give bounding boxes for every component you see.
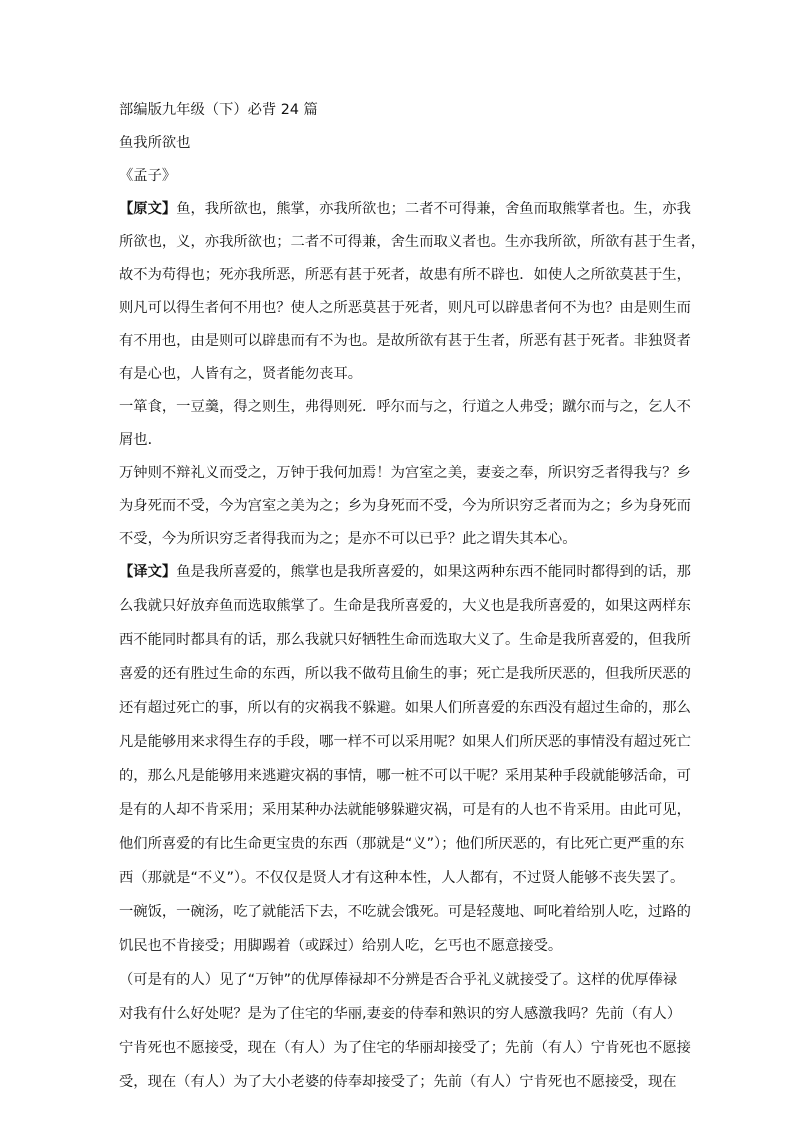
- translation-line: 一碗饭，一碗汤，吃了就能活下去，不吃就会饿死。可是轻蔑地、呵叱着给别人吃，过路的: [119, 904, 691, 920]
- original-line: 为身死而不受，今为宫室之美为之；乡为身死而不受，今为所识穷乏者而为之；乡为身死而: [119, 498, 691, 514]
- original-label: 【原文】: [119, 201, 177, 217]
- translation-line: 他们所喜爱的有比生命更宝贵的东西（那就是“义”）；他们所厌恶的，有比死亡更严重的东: [119, 836, 685, 852]
- translation-line: 对我有什么好处呢？是为了住宅的华丽,妻妾的侍奉和熟识的穷人感激我吗？先前（有人）: [119, 1006, 682, 1022]
- translation-line: 凡是能够用来求得生存的手段，哪一样不可以采用呢？如果人们所厌恶的事情没有超过死亡: [119, 734, 691, 750]
- original-paragraph-1: [119, 199, 706, 384]
- original-line: 【原文】鱼，我所欲也，熊掌，亦我所欲也；二者不可得兼，舍鱼而取熊掌者也。生，亦我: [119, 201, 691, 217]
- original-line: 屑也．: [119, 432, 162, 448]
- original-line: 有不用也，由是则可以辟患而有不为也。是故所欲有甚于生者，所恶有甚于死者。非独贤者: [119, 333, 691, 349]
- translation-line: 的，那么凡是能够用来逃避灾祸的事情，哪一桩不可以干呢？采用某种手段就能够活命，可: [119, 768, 691, 784]
- translation-line: 么我就只好放弃鱼而选取熊掌了。生命是我所喜爱的，大义也是我所喜爱的，如果这两样东: [119, 598, 691, 614]
- translation-line: 饥民也不肯接受；用脚踢着（或踩过）给别人吃，乞丐也不愿意接受。: [119, 938, 563, 954]
- translation-paragraph: [119, 562, 691, 1092]
- translation-line: 西（那就是“不义”）。不仅仅是贤人才有这种本性，人人都有，不过贤人能够不丧失罢了。: [119, 870, 685, 886]
- translation-line: 还有超过死亡的事，所以有的灾祸我不躲避。如果人们所喜爱的东西没有超过生命的，那么: [119, 700, 691, 716]
- original-paragraph-3: [119, 463, 691, 549]
- translation-line: （可是有的人）见了“万钟”的优厚俸禄却不分辨是否合乎礼义就接受了。这样的优厚俸禄: [119, 972, 678, 988]
- translation-line: 是有的人却不肯采用；采用某种办法就能够躲避灾祸，可是有的人也不肯采用。由此可见，: [119, 802, 691, 818]
- translation-line: 西不能同时都具有的话，那么我就只好牺牲生命而选取大义了。生命是我所喜爱的，但我所: [119, 632, 691, 648]
- original-line: 不受，今为所识穷乏者得我而为之；是亦不可以已乎？此之谓失其本心。: [119, 531, 577, 547]
- author: 《孟子》: [119, 168, 177, 184]
- translation-line: 【译文】鱼是我所喜爱的，熊掌也是我所喜爱的，如果这两种东西不能同时都得到的话，那: [119, 564, 691, 580]
- translation-line: 受，现在（有人）为了大小老婆的侍奉却接受了；先前（有人）宁肯死也不愿接受，现在: [119, 1074, 677, 1090]
- original-line: 一箪食，一豆羹，得之则生，弗得则死．呼尔而与之，行道之人弗受；蹴尔而与之，乞人不: [119, 399, 691, 415]
- original-line: 所欲也，义，亦我所欲也；二者不可得兼，舍生而取义者也。生亦我所欲，所欲有甚于生者，: [119, 234, 706, 250]
- original-line: 有是心也，人皆有之，贤者能勿丧耳。: [119, 366, 363, 382]
- translation-label: 【译文】: [119, 564, 177, 580]
- document-body: [119, 100, 706, 1092]
- original-line: 故不为苟得也；死亦我所恶，所恶有甚于死者，故患有所不辟也．如使人之所欲莫甚于生，: [119, 267, 691, 283]
- original-line: 则凡可以得生者何不用也？使人之所恶莫甚于死者，则凡可以辟患者何不为也？由是则生而: [119, 300, 691, 316]
- document-title: 部编版九年级（下）必背 24 篇: [119, 102, 318, 118]
- poem-title: 鱼我所欲也: [119, 135, 191, 151]
- translation-line: 宁肯死也不愿接受，现在（有人）为了住宅的华丽却接受了；先前（有人）宁肯死也不愿接: [119, 1040, 691, 1056]
- original-line: 万钟则不辩礼义而受之，万钟于我何加焉！为宫室之美，妻妾之奉，所识穷乏者得我与？乡: [119, 465, 691, 481]
- original-paragraph-2: [119, 397, 691, 450]
- translation-line: 喜爱的还有胜过生命的东西，所以我不做苟且偷生的事；死亡是我所厌恶的，但我所厌恶的: [119, 666, 691, 682]
